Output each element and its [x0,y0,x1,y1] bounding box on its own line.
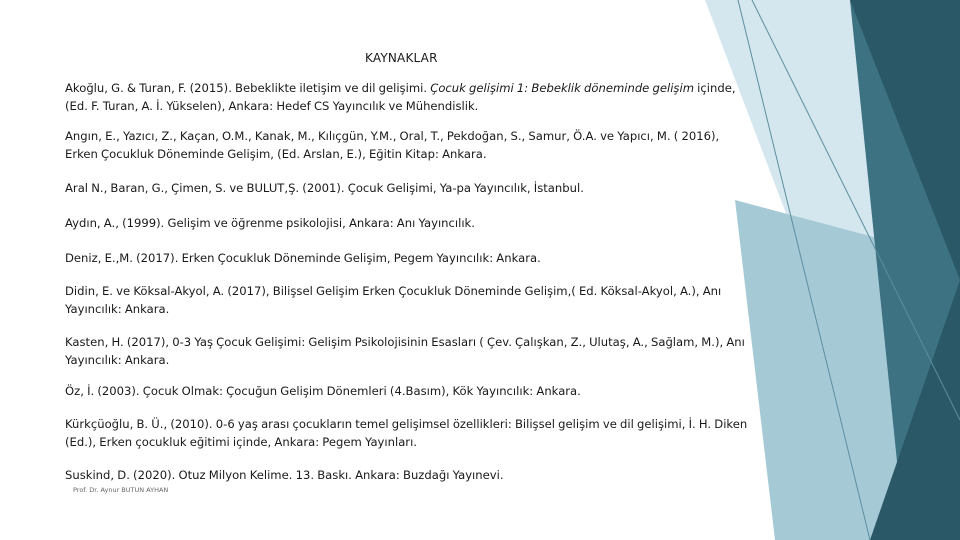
reference-item: Didin, E. ve Köksal-Akyol, A. (2017), Bilişsel Gelişim Erken Çocukluk Döneminde Gelişim,( Ed. Köksal-Akyol, A.), Anı Yayıncılık: Ankara. [65,284,722,316]
reference-item: Öz, İ. (2003). Çocuk Olmak: Çocuğun Gelişim Dönemleri (4.Basım), Kök Yayıncılık: Ankara. [65,384,581,398]
reference-item: Aral N., Baran, G., Çimen, S. ve BULUT,Ş. (2001). Çocuk Gelişimi, Ya-pa Yayıncılık, İstanbul. [65,181,584,195]
reference-item: Akoğlu, G. & Turan, F. (2015). Bebeklikte iletişim ve dil gelişimi. Çocuk gelişimi 1: Bebeklik döneminde gelişim içinde, (Ed. F. Turan, A. İ. Yükselen), Ankara: Hedef CS Yayıncılık ve Mühendislik. [65,81,736,113]
reference-item: Deniz, E.,M. (2017). Erken Çocukluk Döneminde Gelişim, Pegem Yayıncılık: Ankara. [65,251,541,265]
reference-item: Kürkçüoğlu, B. Ü., (2010). 0-6 yaş arası çocukların temel gelişimsel özellikleri: Bilişsel gelişim ve dil gelişimi, İ. H. Diken (Ed.), Erken çocukluk eğitimi içinde, Ankara: Pegem Yayınları. [65,417,748,449]
reference-item: Suskind, D. (2020). Otuz Milyon Kelime. 13. Baskı. Ankara: Buzdağı Yayınevi. [65,468,504,482]
reference-item: Angın, E., Yazıcı, Z., Kaçan, O.M., Kanak, M., Kılıçgün, Y.M., Oral, T., Pekdoğan, S., Samur, Ö.A. ve Yapıcı, M. ( 2016), Erken Çocukluk Döneminde Gelişim, (Ed. Arslan, E.), Eğitin Kitap: Ankara. [65,129,720,161]
footer-author: Prof. Dr. Aynur BUTUN AYHAN [73,486,169,494]
reference-item: Kasten, H. (2017), 0-3 Yaş Çocuk Gelişimi: Gelişim Psikolojisinin Esasları ( Çev. Çalışkan, Z., Ulutaş, A., Sağlam, M.), Anı Yayıncılık: Ankara. [65,335,745,367]
slide-title: KAYNAKLAR [365,51,438,65]
reference-item: Aydın, A., (1999). Gelişim ve öğrenme psikolojisi, Ankara: Anı Yayıncılık. [65,216,475,230]
